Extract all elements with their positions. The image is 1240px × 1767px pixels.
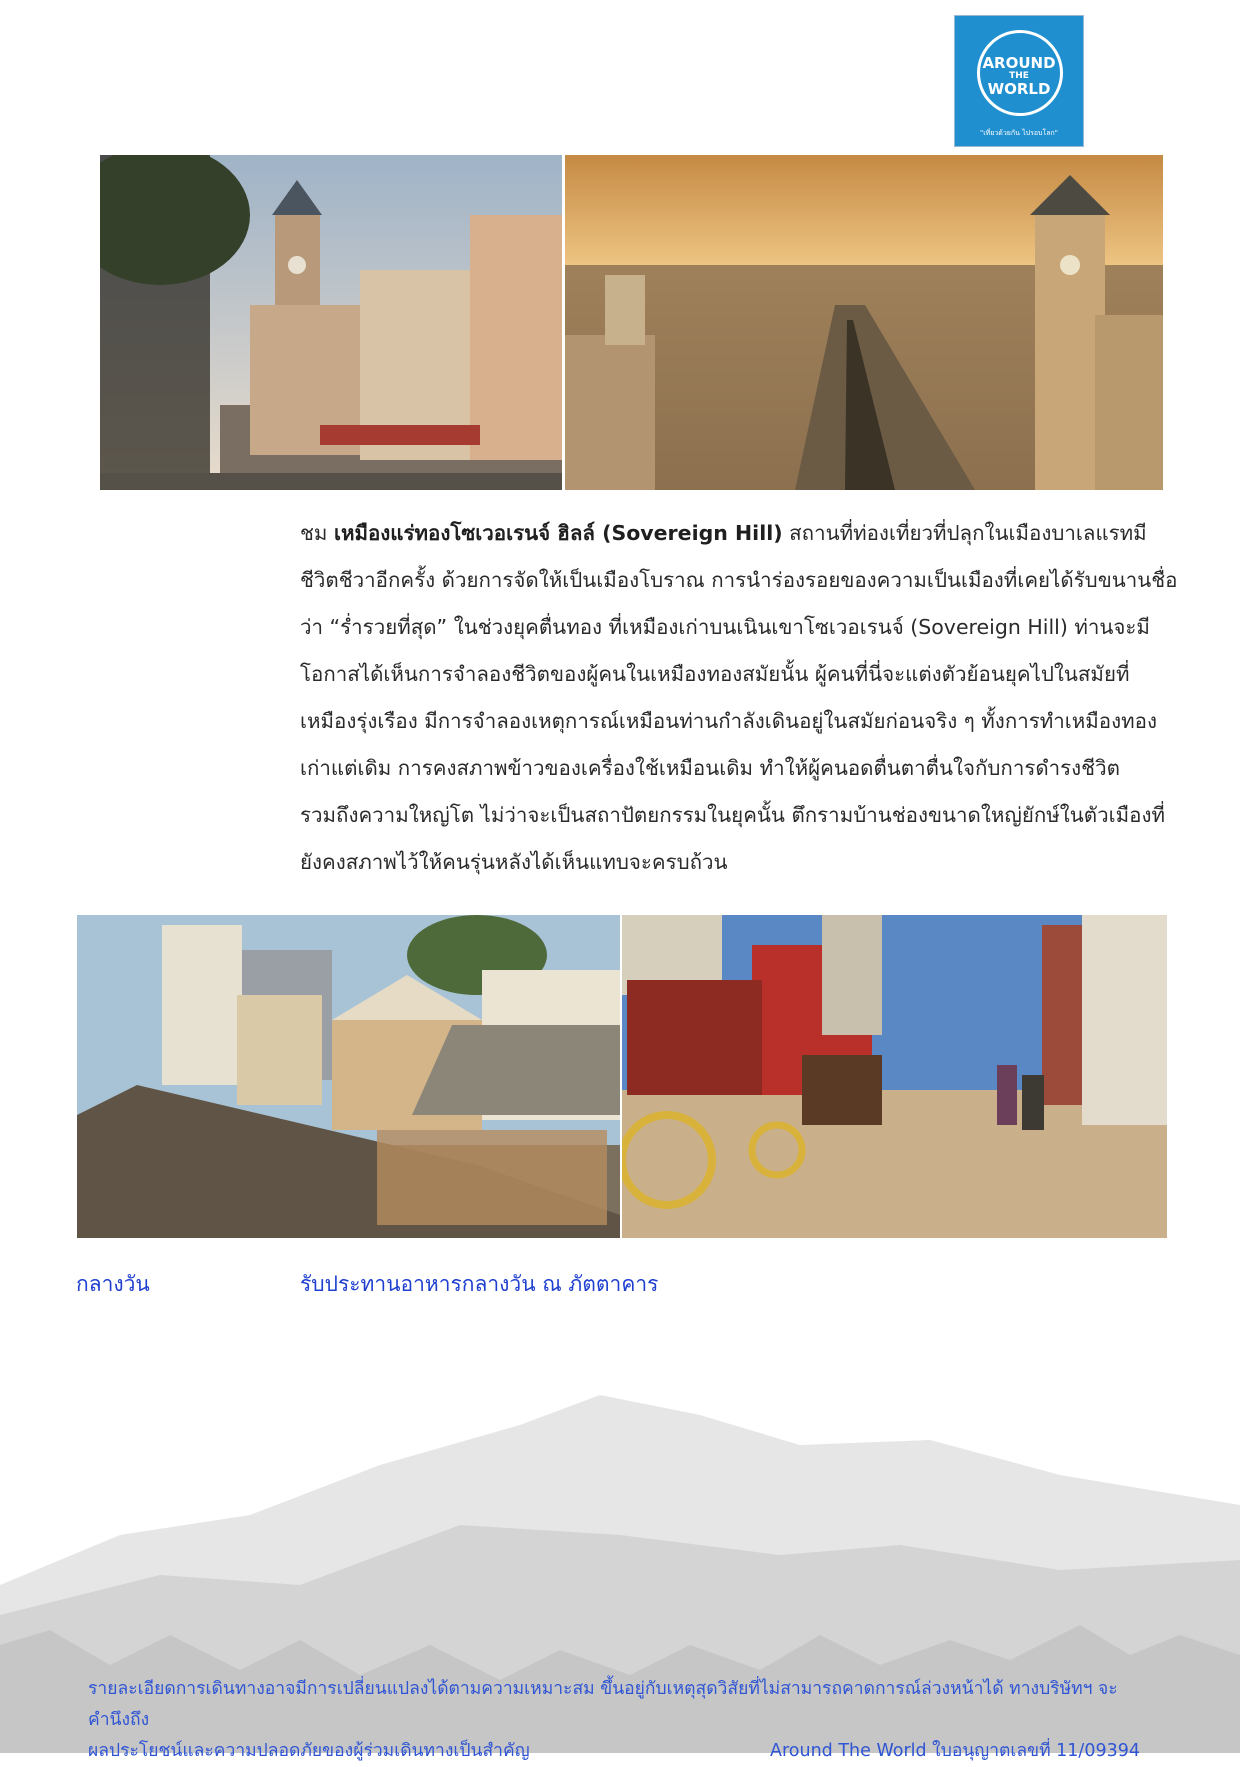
sovereign-hill-highlight: เหมืองแร่ทองโซเวอเรนจ์ ฮิลล์ (Sovereign Hill) (333, 521, 783, 545)
paragraph-line-6: เก่าแต่เดิม การคงสภาพข้าวของเครื่องใช้เหมือนเดิม ทำให้ผู้คนอดตื่นตาตื่นใจกับการดำรงชีวิต (300, 756, 1120, 780)
logo-tagline: "เที่ยวด้วยกัน ไปรอบโลก" (980, 129, 1058, 137)
meal-description-lunch: รับประทานอาหารกลางวัน ณ ภัตตาคาร (300, 1272, 659, 1296)
meal-label-lunch: กลางวัน (76, 1272, 150, 1296)
around-the-world-logo (954, 15, 1084, 147)
paragraph-line-3: ว่า “ร่ำรวยที่สุด” ในช่วงยุคตื่นทอง ที่เหมืองเก่าบนเนินเขาโซเวอเรนจ์ (Sovereign Hill) ท่านจะมี (300, 615, 1150, 639)
footer-safety-note: ผลประโยชน์และความปลอดภัยของผู้ร่วมเดินทางเป็นสำคัญ (88, 1741, 530, 1761)
ballarat-street-clocktower-photo (100, 155, 562, 490)
sovereign-hill-stagecoach-photo (622, 915, 1167, 1238)
logo-text-the: THE (1009, 71, 1029, 81)
footer-disclaimer (88, 1674, 1140, 1767)
paragraph-line-4: โอกาสได้เห็นการจำลองชีวิตของผู้คนในเหมืองทองสมัยนั้น ผู้คนที่นี่จะแต่งตัวย้อนยุคไปในสมัยที่ (300, 662, 1130, 686)
sovereign-hill-storefronts-photo (77, 915, 620, 1238)
sovereign-hill-description (300, 510, 1178, 886)
paragraph-line-5: เหมืองรุ่งเรือง มีการจำลองเหตุการณ์เหมือนท่านกำลังเดินอยู่ในสมัยก่อนจริง ๆ ทั้งการทำเหมืองทอง (300, 709, 1157, 733)
ballarat-sunset-aerial-photo (565, 155, 1163, 490)
paragraph-line-2: ชีวิตชีวาอีกครั้ง ด้วยการจัดให้เป็นเมืองโบราณ การนำร่องรอยของความเป็นเมืองที่เคยได้รับขนานชื่อ (300, 568, 1178, 592)
footer-license-number: Around The World ใบอนุญาตเลขที่ 11/09394 (770, 1741, 1140, 1761)
paragraph-lead: ชม (300, 521, 334, 545)
paragraph-line-8: ยังคงสภาพไว้ให้คนรุ่นหลังได้เห็นแทบจะครบถ้วน (300, 850, 728, 874)
logo-text-around: AROUND (982, 54, 1056, 72)
footer-line-2 (88, 1736, 1140, 1767)
paragraph-line-1-rest: สถานที่ท่องเที่ยวที่ปลุกในเมืองบาเลแรทมี (782, 521, 1147, 545)
paragraph-line-1 (300, 510, 1164, 557)
logo-text-world: WORLD (987, 80, 1051, 98)
footer-line-1: รายละเอียดการเดินทางอาจมีการเปลี่ยนแปลงได้ตามความเหมาะสม ขึ้นอยู่กับเหตุสุดวิสัยที่ไม่สามารถคาดการณ์ล่วงหน้าได้ ทางบริษัทฯ จะคำนึงถึง (88, 1679, 1118, 1730)
paragraph-line-7: รวมถึงความใหญ่โต ไม่ว่าจะเป็นสถาปัตยกรรมในยุคนั้น ตึกรามบ้านช่องขนาดใหญ่ยักษ์ในตัวเมืองที่ (300, 803, 1165, 827)
